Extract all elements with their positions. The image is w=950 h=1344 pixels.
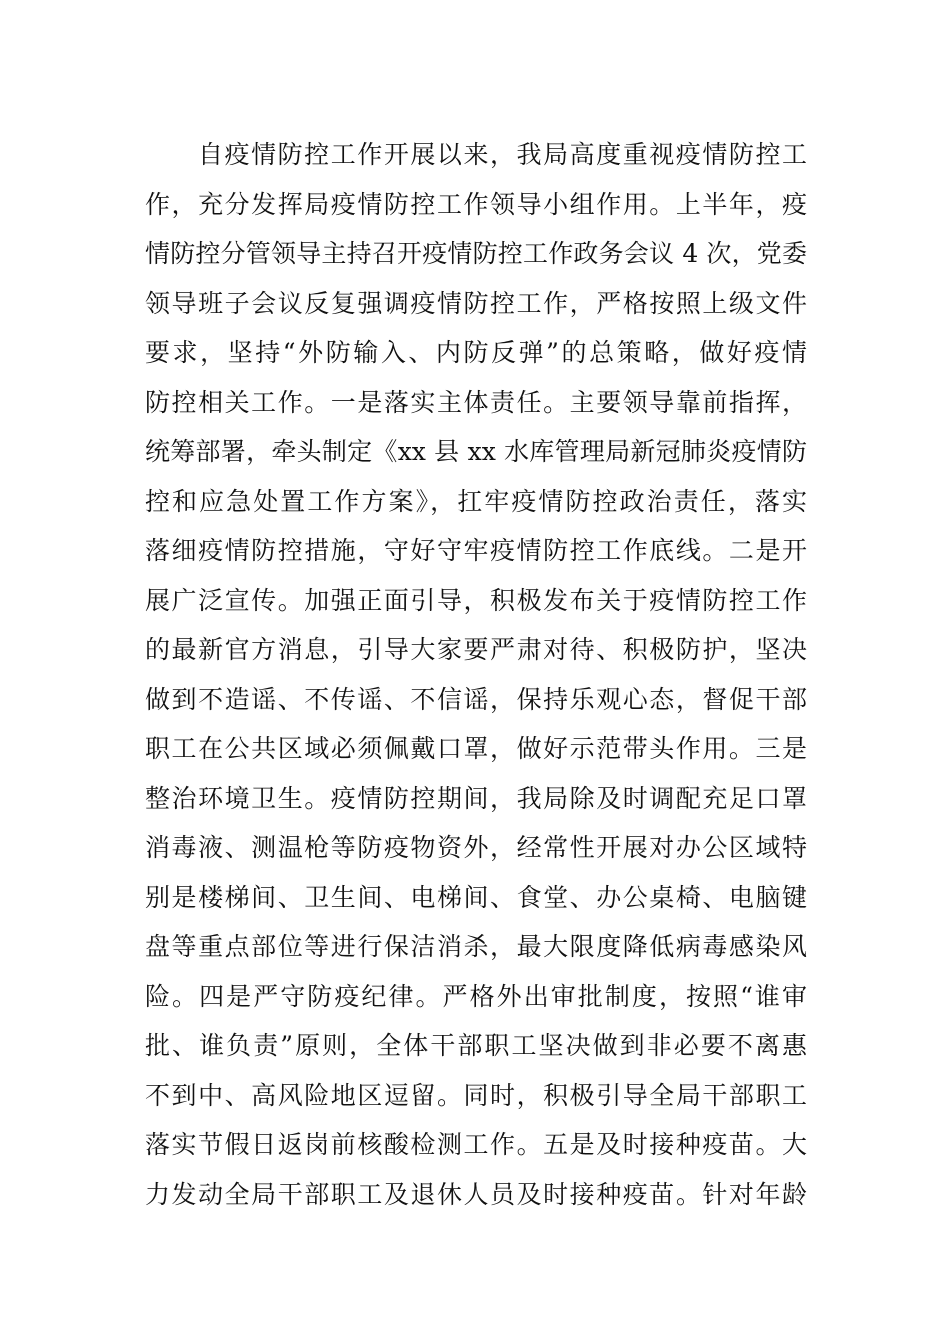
paragraph-line: 做到不造谣、不传谣、不信谣，保持乐观心态，督促干部 <box>145 684 807 714</box>
paragraph-line: 险。四是严守防疫纪律。严格外出审批制度，按照“谁审 <box>145 981 807 1011</box>
paragraph-line: 控和应急处置工作方案》，扛牢疫情防控政治责任，落实 <box>145 486 807 516</box>
paragraph-line: 防控相关工作。一是落实主体责任。主要领导靠前指挥， <box>145 387 807 417</box>
paragraph-line: 落实节假日返岗前核酸检测工作。五是及时接种疫苗。大 <box>145 1130 807 1159</box>
paragraph-line: 盘等重点部位等进行保洁消杀，最大限度降低病毒感染风 <box>145 932 807 961</box>
paragraph-line: 自疫情防控工作开展以来，我局高度重视疫情防控工 <box>198 140 807 169</box>
paragraph-line: 整治环境卫生。疫情防控期间，我局除及时调配充足口罩 <box>145 783 807 813</box>
paragraph-line: 作，充分发挥局疫情防控工作领导小组作用。上半年，疫 <box>145 189 807 219</box>
paragraph-line: 职工在公共区域必须佩戴口罩，做好示范带头作用。三是 <box>145 734 807 763</box>
paragraph-line: 统筹部署，牵头制定《xx 县 xx 水库管理局新冠肺炎疫情防 <box>145 437 807 466</box>
document-body <box>145 130 807 1219</box>
paragraph-line: 领导班子会议反复强调疫情防控工作，严格按照上级文件 <box>145 288 807 318</box>
paragraph-line: 别是楼梯间、卫生间、电梯间、食堂、办公桌椅、电脑键 <box>145 882 807 912</box>
paragraph-line: 要求，坚持“外防输入、内防反弹”的总策略，做好疫情 <box>145 338 807 367</box>
paragraph-line: 的最新官方消息，引导大家要严肃对待、积极防护，坚决 <box>145 635 807 664</box>
paragraph-line: 落细疫情防控措施，守好守牢疫情防控工作底线。二是开 <box>145 536 807 565</box>
paragraph-line: 批、谁负责”原则，全体干部职工坚决做到非必要不离惠 <box>145 1031 807 1060</box>
paragraph-line: 不到中、高风险地区逗留。同时，积极引导全局干部职工 <box>145 1080 807 1110</box>
paragraph-line: 情防控分管领导主持召开疫情防控工作政务会议 4 次，党委 <box>145 239 807 268</box>
paragraph-line: 力发动全局干部职工及退休人员及时接种疫苗。针对年龄 <box>145 1179 807 1209</box>
paragraph-line: 展广泛宣传。加强正面引导，积极发布关于疫情防控工作 <box>145 585 807 615</box>
paragraph-line: 消毒液、测温枪等防疫物资外，经常性开展对办公区域特 <box>145 833 807 862</box>
